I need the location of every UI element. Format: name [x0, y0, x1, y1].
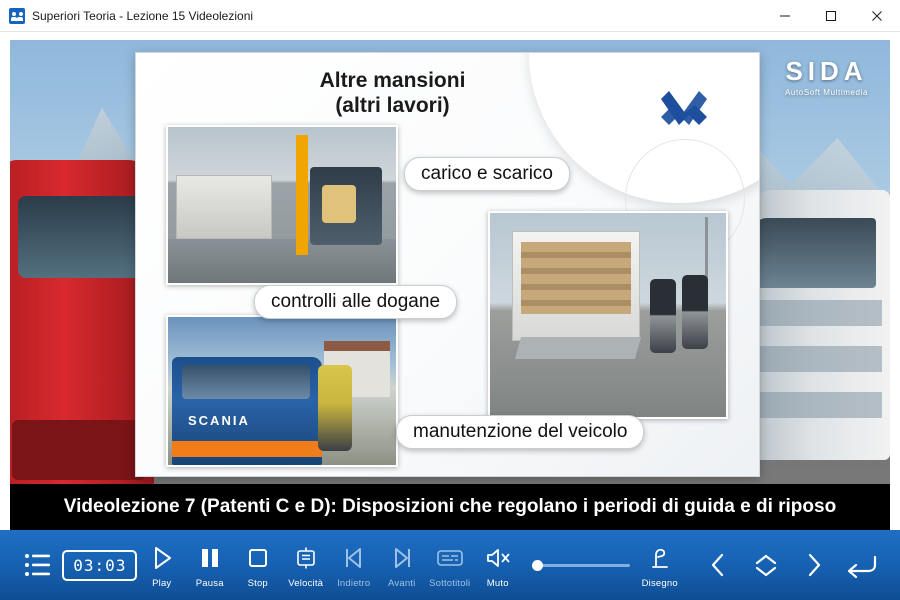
pausa-label: Pausa [195, 578, 224, 589]
sida-logo-text: SIDA [785, 56, 868, 86]
sida-logo-subtitle: AutoSoft Multimedia [785, 88, 868, 97]
speed-button[interactable] [282, 534, 330, 596]
truck-windshield-cleaning-photo [166, 315, 398, 467]
play-button[interactable] [138, 534, 186, 596]
next-icon [389, 541, 415, 575]
minimize-button[interactable] [762, 0, 808, 32]
elapsed-time-display [72, 534, 127, 596]
draw-button[interactable] [636, 534, 684, 596]
stop-button[interactable] [234, 534, 282, 596]
photo-windshield [182, 365, 310, 399]
forklift-loading-photo [166, 125, 398, 285]
photo-truck-brand: SCANIA [188, 413, 250, 428]
chevron-up-down-icon [751, 548, 781, 582]
slide-title [136, 69, 759, 119]
truck-rear-loading-photo [488, 211, 728, 419]
next-button[interactable] [378, 534, 426, 596]
nav-updown-button[interactable] [742, 534, 790, 596]
photo-forklift-mast [296, 135, 308, 255]
lesson-caption-bar [10, 484, 890, 530]
indietro-label: Indietro [337, 578, 371, 589]
photo-worker [318, 365, 352, 451]
video-stage [0, 32, 900, 530]
velocita-label: Velocità [288, 578, 324, 589]
maximize-button[interactable] [808, 0, 854, 32]
pen-draw-icon [647, 541, 673, 575]
lesson-caption-text: Videolezione 7 (Patenti C e D): Disposizioni che regolano i periodi di guida e di riposo [63, 496, 837, 517]
photo-forklift-cab [310, 167, 382, 245]
play-icon [149, 541, 175, 575]
photo-ground [168, 239, 396, 283]
title-bar-left [0, 8, 253, 24]
menu-button[interactable] [14, 534, 62, 596]
avanti-label: Avanti [388, 578, 416, 589]
sottotitoli-label: Sottotitoli [429, 578, 471, 589]
player-toolbar [0, 530, 900, 600]
chevron-right-icon [801, 548, 827, 582]
slide-title-line-2: (altri lavori) [335, 93, 450, 117]
muto-label: Muto [486, 578, 509, 589]
mute-icon [484, 541, 512, 575]
app-users-icon [9, 8, 25, 24]
video-player-surface[interactable] [10, 40, 890, 530]
play-label: Play [152, 578, 172, 589]
slide-title-line-1: Altre mansioni [319, 69, 466, 92]
callout-manutenzione-del-veicolo: manutenzione del veicolo [396, 415, 644, 449]
volume-slider[interactable] [532, 534, 630, 596]
speed-icon [293, 541, 319, 575]
callout-controlli-alle-dogane: controlli alle dogane [254, 285, 457, 319]
window-controls [762, 0, 900, 32]
sida-logo [785, 56, 868, 97]
close-button[interactable] [854, 0, 900, 32]
disegno-label: Disegno [641, 578, 678, 589]
mute-button[interactable] [474, 534, 522, 596]
subtitles-button[interactable] [426, 534, 474, 596]
nav-prev-button[interactable] [694, 534, 742, 596]
lesson-slide [135, 52, 760, 477]
photo-worker-1 [650, 279, 676, 353]
volume-slider-knob[interactable] [532, 560, 543, 571]
previous-icon [341, 541, 367, 575]
list-menu-icon [23, 548, 53, 582]
timer-value: 03:03 [62, 550, 137, 581]
pause-icon [197, 541, 223, 575]
previous-button[interactable] [330, 534, 378, 596]
return-arrow-icon [845, 548, 879, 582]
photo-truck-bumper [172, 441, 322, 457]
photo-trailer [512, 231, 640, 341]
nav-next-button[interactable] [790, 534, 838, 596]
title-bar [0, 0, 900, 32]
window-title: Superiori Teoria - Lezione 15 Videolezioni [32, 8, 254, 23]
photo-pallet [176, 175, 272, 239]
background-white-bus [750, 190, 890, 460]
background-red-truck [10, 160, 154, 490]
photo-worker-2 [682, 275, 708, 349]
subtitles-icon [435, 541, 465, 575]
exit-button[interactable] [838, 534, 886, 596]
stop-icon [245, 541, 271, 575]
volume-slider-track[interactable] [532, 564, 630, 567]
stop-label: Stop [247, 578, 268, 589]
chevron-left-icon [705, 548, 731, 582]
photo-ramp [515, 337, 641, 359]
pause-button[interactable] [186, 534, 234, 596]
callout-carico-e-scarico: carico e scarico [404, 157, 570, 191]
